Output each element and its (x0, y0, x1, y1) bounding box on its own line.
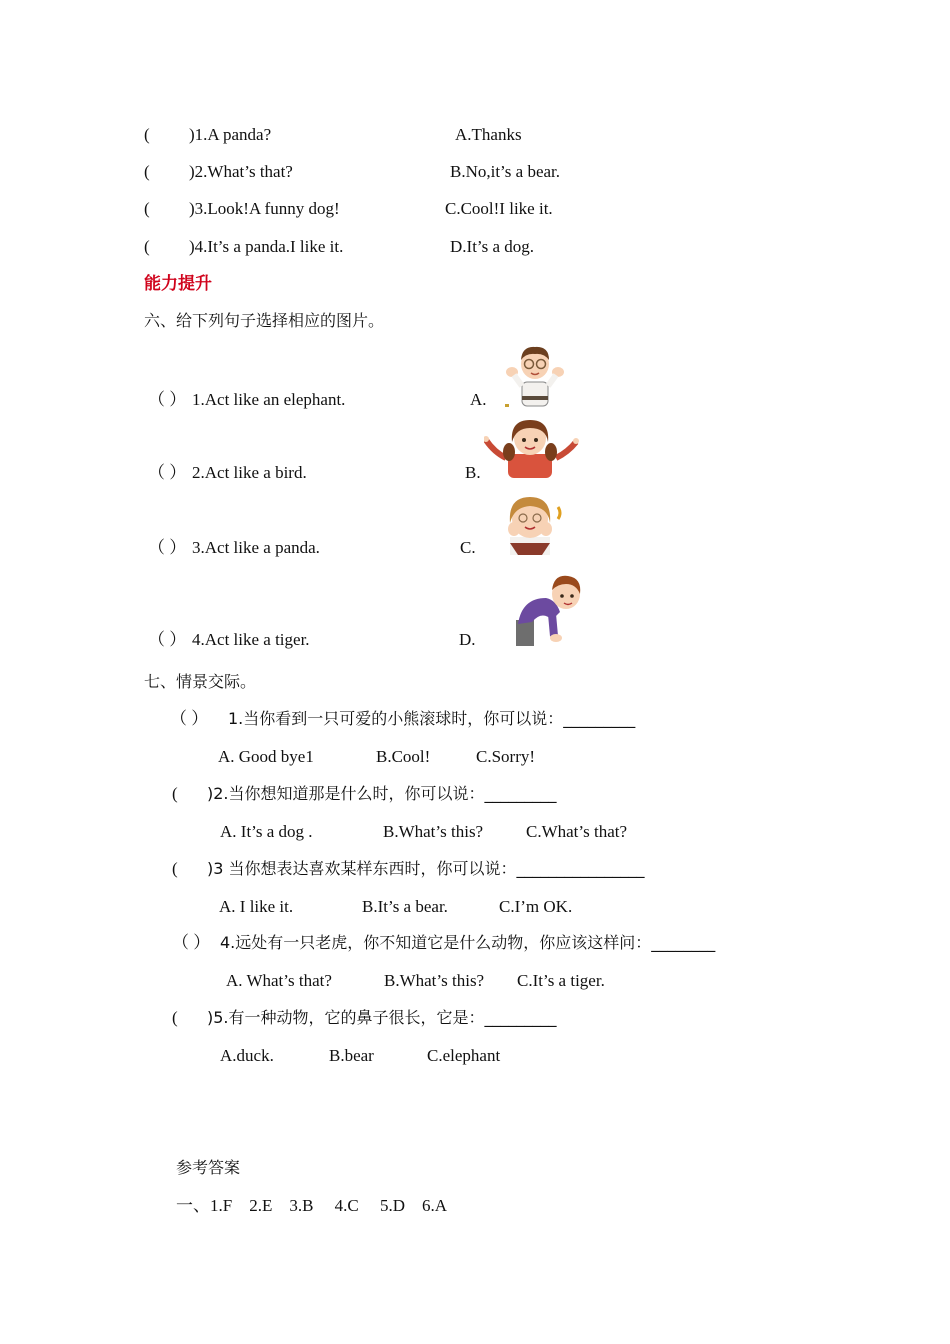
s7-q2-opt-a: A. It’s a dog . (220, 822, 313, 841)
s7-question-3: )3 当你想表达喜欢某样东西时，你可以说：________________ (207, 859, 645, 878)
s6-label-a: A. (470, 390, 487, 409)
s7-question-1: 1.当你看到一只可爱的小熊滚球时，你可以说：_________ (228, 709, 636, 728)
match-paren-1: ( (144, 125, 150, 144)
s7-q3-opt-b: B.It’s a bear. (362, 897, 448, 916)
s7-q1-opt-c: C.Sorry! (476, 747, 536, 766)
section-ability-heading: 能力提升 (144, 274, 212, 294)
s6-text-4: 4.Act like a tiger. (192, 630, 310, 649)
match-paren-4: ( (144, 237, 150, 256)
s7-q4-opt-c: C.It’s a tiger. (517, 971, 605, 990)
s7-paren-3: ( (172, 859, 178, 878)
picture-c-girl-hands-cheeks (498, 493, 562, 555)
match-question-2: )2.What’s that? (189, 162, 293, 181)
s7-question-4: 4.远处有一只老虎，你不知道它是什么动物，你应该这样问：________ (220, 933, 716, 952)
section7-title: 七、情景交际。 (144, 672, 257, 691)
s7-q4-opt-b: B.What’s this? (384, 971, 485, 990)
match-question-3: )3.Look!A funny dog! (189, 199, 340, 218)
s7-q2-opt-c: C.What’s that? (526, 822, 628, 841)
s7-question-5: )5.有一种动物，它的鼻子很长，它是：_________ (207, 1008, 557, 1027)
s6-paren-1: （ ） (148, 390, 187, 409)
s7-paren-4: （ ） (172, 933, 211, 952)
s6-label-b: B. (465, 463, 481, 482)
s7-q3-opt-a: A. I like it. (219, 897, 294, 916)
s7-paren-5: ( (172, 1008, 178, 1027)
picture-b-girl-arms-out (484, 416, 580, 478)
s6-text-1: 1.Act like an elephant. (192, 390, 346, 409)
section6-title: 六、给下列句子选择相应的图片。 (144, 311, 385, 330)
s6-label-d: D. (459, 630, 476, 649)
picture-d-boy-bending (512, 574, 584, 646)
match-question-1: )1.A panda? (189, 125, 272, 144)
s7-q1-opt-a: A. Good bye1 (218, 747, 314, 766)
s6-paren-3: （ ） (148, 538, 187, 557)
s7-paren-1: （ ） (170, 709, 209, 728)
answers-line-1: 一、1.F 2.E 3.B 4.C 5.D 6.A (176, 1196, 448, 1215)
match-answer-1: A.Thanks (455, 125, 522, 144)
s6-label-c: C. (460, 538, 476, 557)
s7-q5-opt-b: B.bear (329, 1046, 374, 1065)
s6-paren-4: （ ） (148, 630, 187, 649)
s7-q1-opt-b: B.Cool! (376, 747, 431, 766)
s7-q5-opt-a: A.duck. (220, 1046, 274, 1065)
s7-q3-opt-c: C.I’m OK. (499, 897, 573, 916)
match-answer-3: C.Cool!I like it. (445, 199, 553, 218)
match-paren-3: ( (144, 199, 150, 218)
s6-text-3: 3.Act like a panda. (192, 538, 320, 557)
match-answer-4: D.It’s a dog. (450, 237, 535, 256)
s7-q5-opt-c: C.elephant (427, 1046, 501, 1065)
s7-paren-2: ( (172, 784, 178, 803)
s7-q2-opt-b: B.What’s this? (383, 822, 484, 841)
match-question-4: )4.It’s a panda.I like it. (189, 237, 344, 256)
s7-question-2: )2.当你想知道那是什么时，你可以说：_________ (207, 784, 557, 803)
s7-q4-opt-a: A. What’s that? (226, 971, 332, 990)
answers-title: 参考答案 (176, 1158, 241, 1177)
picture-a-boy-glasses (500, 342, 570, 408)
s6-text-2: 2.Act like a bird. (192, 463, 307, 482)
match-paren-2: ( (144, 162, 150, 181)
match-answer-2: B.No,it’s a bear. (450, 162, 561, 181)
s6-paren-2: （ ） (148, 463, 187, 482)
